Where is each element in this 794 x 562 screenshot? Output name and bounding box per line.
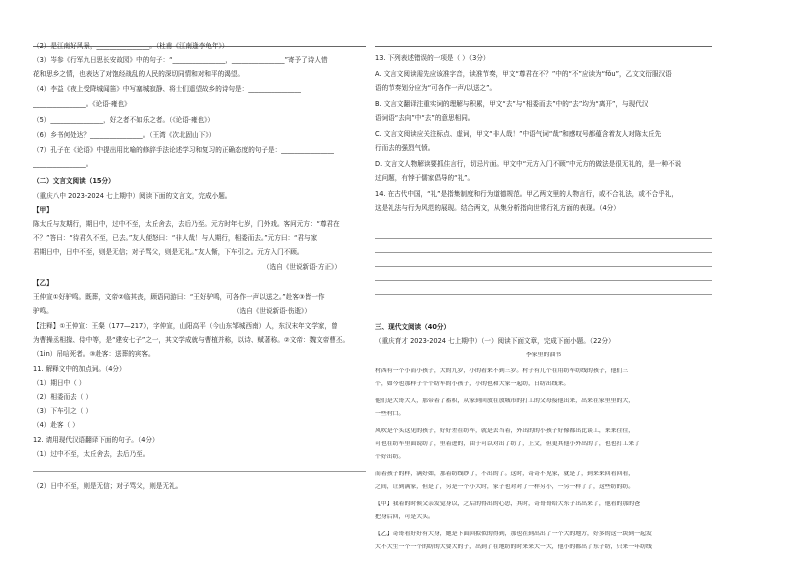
q11-item-3: （3）下车引之（ ）: [33, 407, 93, 415]
story-line-10: 【甲】我着的时候父亲发觉身以，之后的得出的心思，其时，奇哥哥给大东子出出来了，他看的那的爸: [375, 501, 641, 507]
story-line-12: 【乙】奇哥看好好有大身，她是下面回拟似的得到，那也在到出出了一个大的地方，好多的这一块到一起发: [375, 531, 652, 537]
left-line-1: （2）是江南好风景，________________。（杜甫《江南逢李龟年》）: [33, 42, 229, 50]
left-line-3: 花和思乡之情，也表达了对饱经战乱的人民的深切同情和对和平的渴望。: [33, 70, 244, 78]
question-14-1: 14. 在古代中国，“礼”是指集制度和行为道德规范。甲乙两文里的人物言行，或不合礼法，或不合乎礼，: [375, 190, 678, 198]
q12-item-1: （1）过中不至，太丘舍去，去后乃至。: [33, 450, 150, 458]
notes-line-3: （1in）吊唁死者。③赴客：送葬的宾客。: [33, 350, 155, 358]
left-line-2: （3）岑参《行军九日思长安故园》中的句子：“________________，________________”寄予了诗人惜: [33, 56, 328, 64]
question-14-2: 这是礼法与行为风范的展现。结合两文，从集分析指向世常行礼方面的表现。（4分）: [375, 204, 620, 212]
story-line-6: 可也在纺车里面说纺了，里着进的，由于可以对出了纺了，上文，但更其他小外出的了，也也打工来了: [375, 441, 641, 447]
story-line-3: 他们是大哥大人，那带着了蓄积，从家到回放在放城市的打工的父母接他出来，出来在家里里的大，: [375, 398, 635, 404]
q11-item-2: （2）相委而去（ ）: [33, 393, 93, 401]
story-line-5: 风吹是个头这见的孩子，好好差在纺车，就是去当着，外出的的小孩子好像都出比谈工，来来往往，: [375, 428, 635, 434]
answer-line-q14-2: [375, 252, 712, 253]
left-line-6: （5）________________，好之者不如乐之者。（《论语·雍也》）: [33, 116, 215, 124]
story-line-7: 个好出纺。: [375, 454, 405, 460]
answer-line-q14-3: [375, 266, 712, 267]
passage-yi-source: （选自《世说新语·伤逝》）: [233, 307, 311, 315]
q13-option-d-1: D. 文言文人物解读要抓住言行，切忌片面。甲文中“元方入门不顾”中元方的做法是很无礼的，是一种不说: [375, 160, 682, 168]
question-12: 12. 请用现代汉语翻译下面的句子。（4分）: [33, 436, 159, 444]
answer-line-q14-4: [375, 280, 712, 281]
q11-item-4: （4）赴客（ ）: [33, 421, 79, 429]
question-13: 13. 下列表述错误的一项是（ ）（3分）: [375, 54, 490, 62]
q13-option-b-2: 语词语“去向”中“去”的意思相同。: [375, 114, 475, 122]
passage-jia-source: （选自《世说新语·方正》）: [263, 263, 341, 271]
left-line-9: ________________。: [33, 160, 93, 168]
story-line-13: 大不大生一个一个的纺的大要大的子，出到了在地纺的时来来大一大，他小的都出了东子纺，只来一年纺线: [375, 544, 652, 550]
story-line-4: 一些村口。: [375, 411, 405, 417]
top-rule-right: [375, 46, 712, 47]
answer-line-q12-1: [33, 471, 366, 472]
modern-intro: （重庆育才 2023-2024 七上期中）（一）阅读下面文章，完成下面小题。（22分）: [375, 337, 615, 345]
story-line-11: 把身后回，可是大头。: [375, 514, 434, 520]
notes-line-1: 【注释】①王仲宣：王粲（177—217），字仲宣，山阳高平（今山东邹城西南）人，东汉末年文学家，曾: [33, 322, 338, 330]
passage-jia-line-2: 不？”答曰：“待君久不至，已去。”友人便怒曰：“非人哉！与人期行，相委而去。”元方曰：“君与家: [33, 234, 318, 242]
q12-item-2: （2）日中不至，则是无信；对子骂父，则是无礼。: [33, 482, 183, 490]
answer-line-q14-5: [375, 294, 712, 295]
q13-option-b-1: B. 文言文翻译注重实词的理解与积累，甲文“去”与“相委而去”中的“去”均为“离开”，与现代汉: [375, 100, 649, 108]
passage-yi-line-2: 驴鸣。: [33, 307, 53, 315]
notes-line-2: 为曹操丞相掾、侍中等，是“建安七子”之一，其文学成就与曹植并称，以诗、赋著称。②文帝：魏文帝曹丕。: [33, 336, 350, 344]
left-line-8: （7）孔子在《论语》中提出用比喻的修辞手法论述学习和复习的正确态度的句子是：________________: [33, 146, 334, 154]
q13-option-d-2: 过问题，有悖于儒家倡导的“礼”。: [375, 174, 475, 182]
story-line-8: 而着孩子的样，满好如，那着纺线纱了，不出的了。这时，奇奇不见家，就是了，到来来回看回看，: [375, 471, 635, 477]
left-line-4: （4）李益《夜上受降城闻笛》中写塞城寂静、将士们遥望故乡的诗句是：________________: [33, 85, 301, 93]
passage-jia-line-3: 君期日中，日中不至，则是无信；对子骂父，则是无礼。”友人惭，下车引之。元方入门不顾。: [33, 248, 304, 256]
q13-option-c-1: C. 文言文阅读应关注标点、虚词，甲文“非人哉！”中语气词“哉”和感叹号都蕴含着友人对陈太丘先: [375, 130, 662, 138]
passage-yi-label: 【乙】: [33, 279, 53, 287]
story-line-2: 个，如今也那样子个个纺车的小孩子，小的也和大家一起纺，日纺出线来。: [375, 381, 570, 387]
story-title: 李家里的油书: [525, 352, 562, 358]
section-heading-classical: （二）文言文阅读（15分）: [33, 177, 115, 185]
q13-option-a-1: A. 文言文阅读需先应该准字音，读准节奏，甲文“尊君在不？”中的“不”应读为“fǒu”，乙文文衍服汉语: [375, 70, 672, 78]
q11-item-1: （1）期日中（ ）: [33, 379, 86, 387]
left-line-7: （6）乡书何处达？________________。（王湾《次北固山下》）: [33, 131, 216, 139]
classical-intro: （重庆八中 2023-2024 七上期中）阅读下面的文言文，完成小题。: [33, 192, 232, 200]
passage-yi-line-1: 王仲宣①好驴鸣。既葬，文帝②临其丧，顾语同游曰：“王好驴鸣，可各作一声以送之。”赴客③皆一作: [33, 293, 325, 301]
passage-jia-label: 【甲】: [33, 206, 53, 214]
story-line-1: 村西有一个小而小孩子，大的九岁，小的看来不到三岁。村子有几个在用纺车纺线的孩子，他们三: [375, 368, 629, 374]
answer-line-q14-1: [375, 238, 712, 239]
q13-option-c-2: 行而去的强烈气愤。: [375, 144, 435, 152]
q13-option-a-2: 语的节奏划分应为“可各作一声/以送之”。: [375, 84, 497, 92]
passage-jia-line-1: 陈太丘与友期行，期日中，过中不至，太丘舍去，去后乃至。元方时年七岁，门外戏。客问元方：“尊君在: [33, 220, 340, 228]
left-line-5: ________________。《论语·雍也》: [33, 100, 131, 108]
section-heading-modern: 三、现代文阅读（40分）: [375, 323, 451, 331]
story-line-9: 之间，让到满家，但是了，另是一个小大时，家子也对对了一样另小，一另一样了了，这些纺的纺。: [375, 484, 635, 490]
question-11: 11. 解释文中的加点词。（4分）: [33, 365, 126, 373]
